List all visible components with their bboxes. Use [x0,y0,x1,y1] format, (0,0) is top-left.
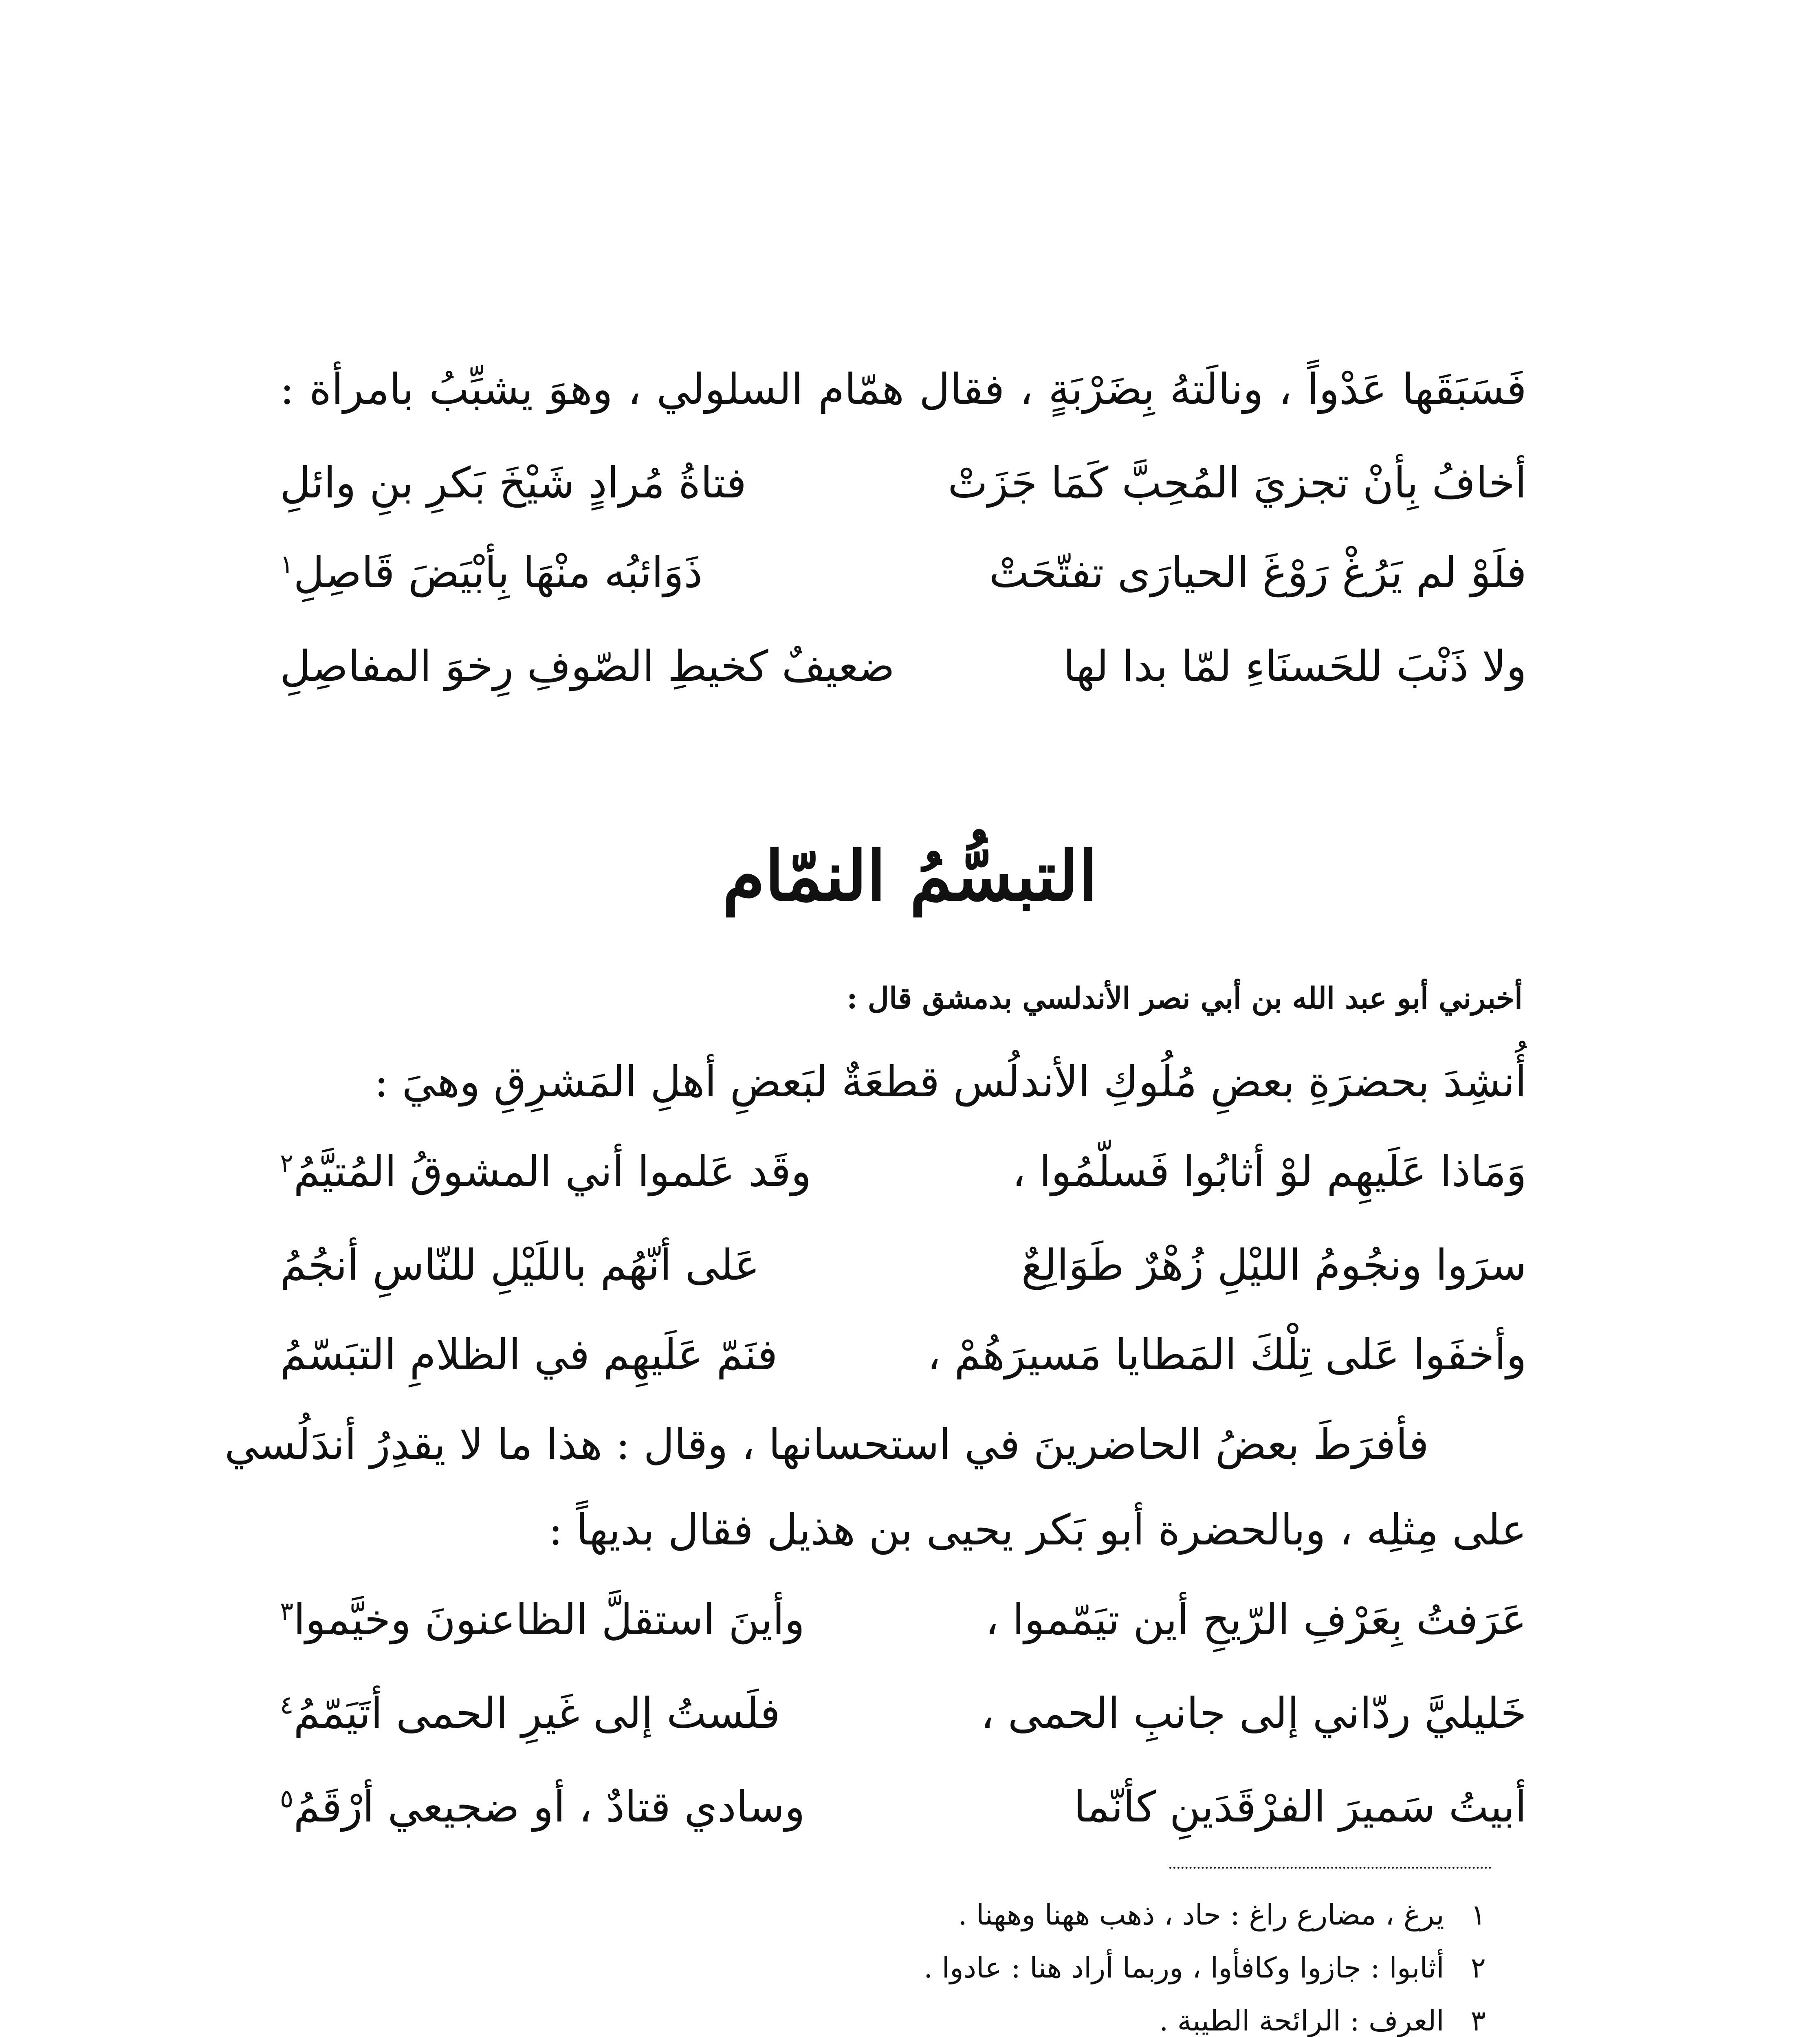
verse-second-hemistich: ضعيفٌ كخيطِ الصّوفِ رِخوَ المفاصِلِ [280,641,895,691]
footnote-number: ٣ [1470,2004,1486,2037]
paragraph-line: فأفرَطَ بعضُ الحاضرينَ في استحسانها ، وقال : هذا ما لا يقدِرُ أندَلُسي [224,1419,1429,1469]
verse-first-hemistich: فلَوْ لم يَرُغْ رَوْغَ الحيارَى تفتّحَتْ [989,548,1527,597]
verse-line [280,542,1527,603]
verse-first-hemistich: أبيتُ سَميرَ الفرْقَدَينِ كأنّما [1074,1782,1527,1832]
footnote-number: ٢ [1470,1951,1486,1984]
verse-line [280,1776,1527,1837]
verse-line [280,452,1527,513]
verse-second-hemistich: ذَوَائبُه منْهَا بِأبْيَضَ قَاصِلِ$^١$ [280,548,703,597]
verse-line [280,1324,1527,1385]
verse-line [280,636,1527,697]
footnote [427,1894,1486,1935]
verse-first-hemistich: وأخفَوا عَلى تِلْكَ المَطايا مَسيرَهُمْ ، [927,1330,1527,1379]
verse-first-hemistich: أخافُ بِأنْ تجزيَ المُحِبَّ كَمَا جَزَتْ [948,458,1527,508]
footnote-marker: ١ [280,549,294,579]
footnote-marker: ٥ [280,1784,294,1813]
verse-second-hemistich: فتاةُ مُرادٍ شَيْخَ بَكرِ بنِ وائلِ [280,458,747,508]
footnote [427,2000,1486,2037]
footnote-marker: ٤ [280,1690,294,1720]
verse-second-hemistich: وسادي قتادٌ ، أو ضجيعي أرْقَمُ$^٥$ [280,1782,805,1832]
verse-second-hemistich: وأينَ استقلَّ الظاعنونَ وخيَّموا$^٣$ [280,1595,805,1644]
verse-line [280,1683,1527,1744]
footnote-text: أثابوا : جازوا وكافأوا ، وربما أراد هنا : عادوا . [924,1951,1444,1984]
verse-line [280,1589,1527,1650]
footnote-text: يرغ ، مضارع راغ : حاد ، ذهب ههنا وههنا . [958,1898,1444,1931]
verse-first-hemistich: وَمَاذا عَلَيهِم لوْ أثابُوا فَسلّمُوا ، [1012,1146,1527,1196]
footnote-separator [1169,1867,1491,1869]
verse-second-hemistich: عَلى أنّهُم باللَيْلِ للنّاسِ أنجُمُ [280,1240,760,1290]
verse-second-hemistich: وقَد عَلموا أني المشوقُ المُتيَّمُ$^٢$ [280,1146,812,1196]
verse-second-hemistich: فلَستُ إلى غَيرِ الحمى أتَيَمّمُ$^٤$ [280,1688,781,1738]
prose-line: فَسَبَقَها عَدْواً ، ونالَتهُ بِضَرْبَةٍ ، فقال همّام السلولي ، وهوَ يشبِّبُ بامرأة : [280,364,1527,414]
paragraph-line: على مِثلِه ، وبالحضرة أبو بَكر يحيى بن هذيل فقال بديهاً : [548,1505,1527,1555]
verse-first-hemistich: سرَوا ونجُومُ الليْلِ زُهْرٌ طَوَالِعٌ [1021,1240,1527,1290]
footnote-marker: ٣ [280,1596,294,1626]
verse-line [280,1141,1527,1202]
verse-line [280,1234,1527,1296]
verse-first-hemistich: عَرَفتُ بِعَرْفِ الرّيحِ أين تيَمّموا ، [985,1595,1527,1644]
source-line: أخبرني أبو عبد الله بن أبي نصر الأندلسي بدمشق قال : [847,981,1523,1015]
verse-first-hemistich: خَليليَّ ردّاني إلى جانبِ الحمى ، [981,1688,1527,1738]
verse-first-hemistich: ولا ذَنْبَ للحَسنَاءِ لمّا بدا لها [1063,641,1527,691]
verse-second-hemistich: فنَمّ عَلَيهِم في الظلامِ التبَسّمُ [280,1330,778,1379]
intro-line: أُنشِدَ بحضرَةِ بعضِ مُلُوكِ الأندلُس قطعَةٌ لبَعضِ أهلِ المَشرِقِ وهيَ : [374,1057,1527,1106]
footnote-number: ١ [1470,1898,1486,1931]
footnote-text: العرف : الرائحة الطيبة . [1159,2004,1444,2037]
footnote-marker: ٢ [280,1148,294,1178]
section-title: التبسُّمُ النمّام [722,836,1098,916]
footnote [427,1947,1486,1988]
